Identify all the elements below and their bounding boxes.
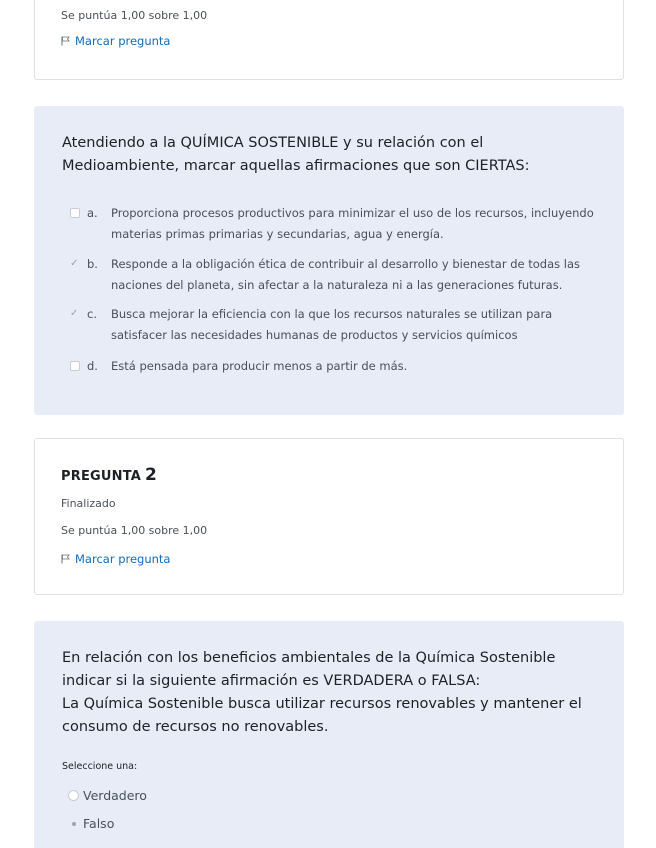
question-2-text-line1: En relación con los beneficios ambientales de la Química Sostenible indicar si la siguiente afirmación es VERDADERA o FALSA: — [62, 650, 556, 689]
answer-letter: c. — [87, 307, 97, 321]
question-1-score: Se puntúa 1,00 sobre 1,00 — [61, 9, 208, 22]
flag-question-2-link[interactable] — [61, 552, 170, 566]
answer-option-b[interactable] — [70, 254, 600, 295]
flag-question-label: Marcar pregunta — [75, 34, 171, 48]
question-1-text: Atendiendo a la QUÍMICA SOSTENIBLE y su relación con el Medioambiente, marcar aquellas afirmaciones que son CIERTAS: — [62, 135, 530, 174]
answer-text: Busca mejorar la eficiencia con la que los recursos naturales se utilizan para satisfacer las necesidades humanas de productos y servicios químicos — [111, 307, 553, 342]
checkbox-unchecked[interactable] — [70, 208, 80, 218]
radio-label: Verdadero — [83, 788, 147, 803]
answer-option-c[interactable] — [70, 304, 600, 345]
flag-icon — [61, 554, 70, 564]
answer-text: Proporciona procesos productivos para minimizar el uso de los recursos, incluyendo materias primas primarias y secundarias, agua y energía. — [111, 206, 594, 241]
question-2-score: Se puntúa 1,00 sobre 1,00 — [61, 524, 208, 537]
flag-question-1-link[interactable] — [61, 34, 170, 48]
checkmark-icon[interactable]: ✓ — [70, 308, 79, 319]
answer-letter: a. — [87, 206, 98, 220]
question-label: PREGUNTA — [61, 469, 142, 484]
answer-letter: d. — [87, 359, 98, 373]
question-1-formulation — [34, 106, 624, 415]
question-2-text-line2: La Química Sostenible busca utilizar recursos renovables y mantener el consumo de recursos no renovables. — [62, 696, 582, 735]
question-2-text — [62, 647, 600, 739]
radio-option-verdadero[interactable] — [68, 788, 147, 803]
checkbox-unchecked[interactable] — [70, 361, 80, 371]
radio-label: Falso — [83, 816, 115, 831]
question-1-info — [34, 0, 624, 80]
flag-question-label: Marcar pregunta — [75, 552, 171, 566]
question-2-state: Finalizado — [61, 497, 116, 510]
radio-button-selected[interactable] — [68, 818, 79, 829]
flag-icon — [61, 36, 70, 46]
radio-button-unselected[interactable] — [68, 790, 79, 801]
answer-letter: b. — [87, 257, 98, 271]
select-one-label: Seleccione una: — [62, 761, 138, 772]
question-2-info — [34, 438, 624, 595]
answer-option-a[interactable] — [70, 203, 600, 244]
answer-option-d[interactable] — [70, 356, 600, 377]
checkmark-icon[interactable]: ✓ — [70, 258, 79, 269]
radio-option-falso[interactable] — [68, 816, 114, 831]
question-2-title — [61, 465, 157, 485]
answer-text: Responde a la obligación ética de contribuir al desarrollo y bienestar de todas las naciones del planeta, sin afectar a la naturaleza ni a las generaciones futuras. — [111, 257, 581, 292]
answer-text: Está pensada para producir menos a partir de más. — [111, 359, 408, 373]
question-number: 2 — [145, 465, 158, 485]
question-2-formulation — [34, 621, 624, 848]
